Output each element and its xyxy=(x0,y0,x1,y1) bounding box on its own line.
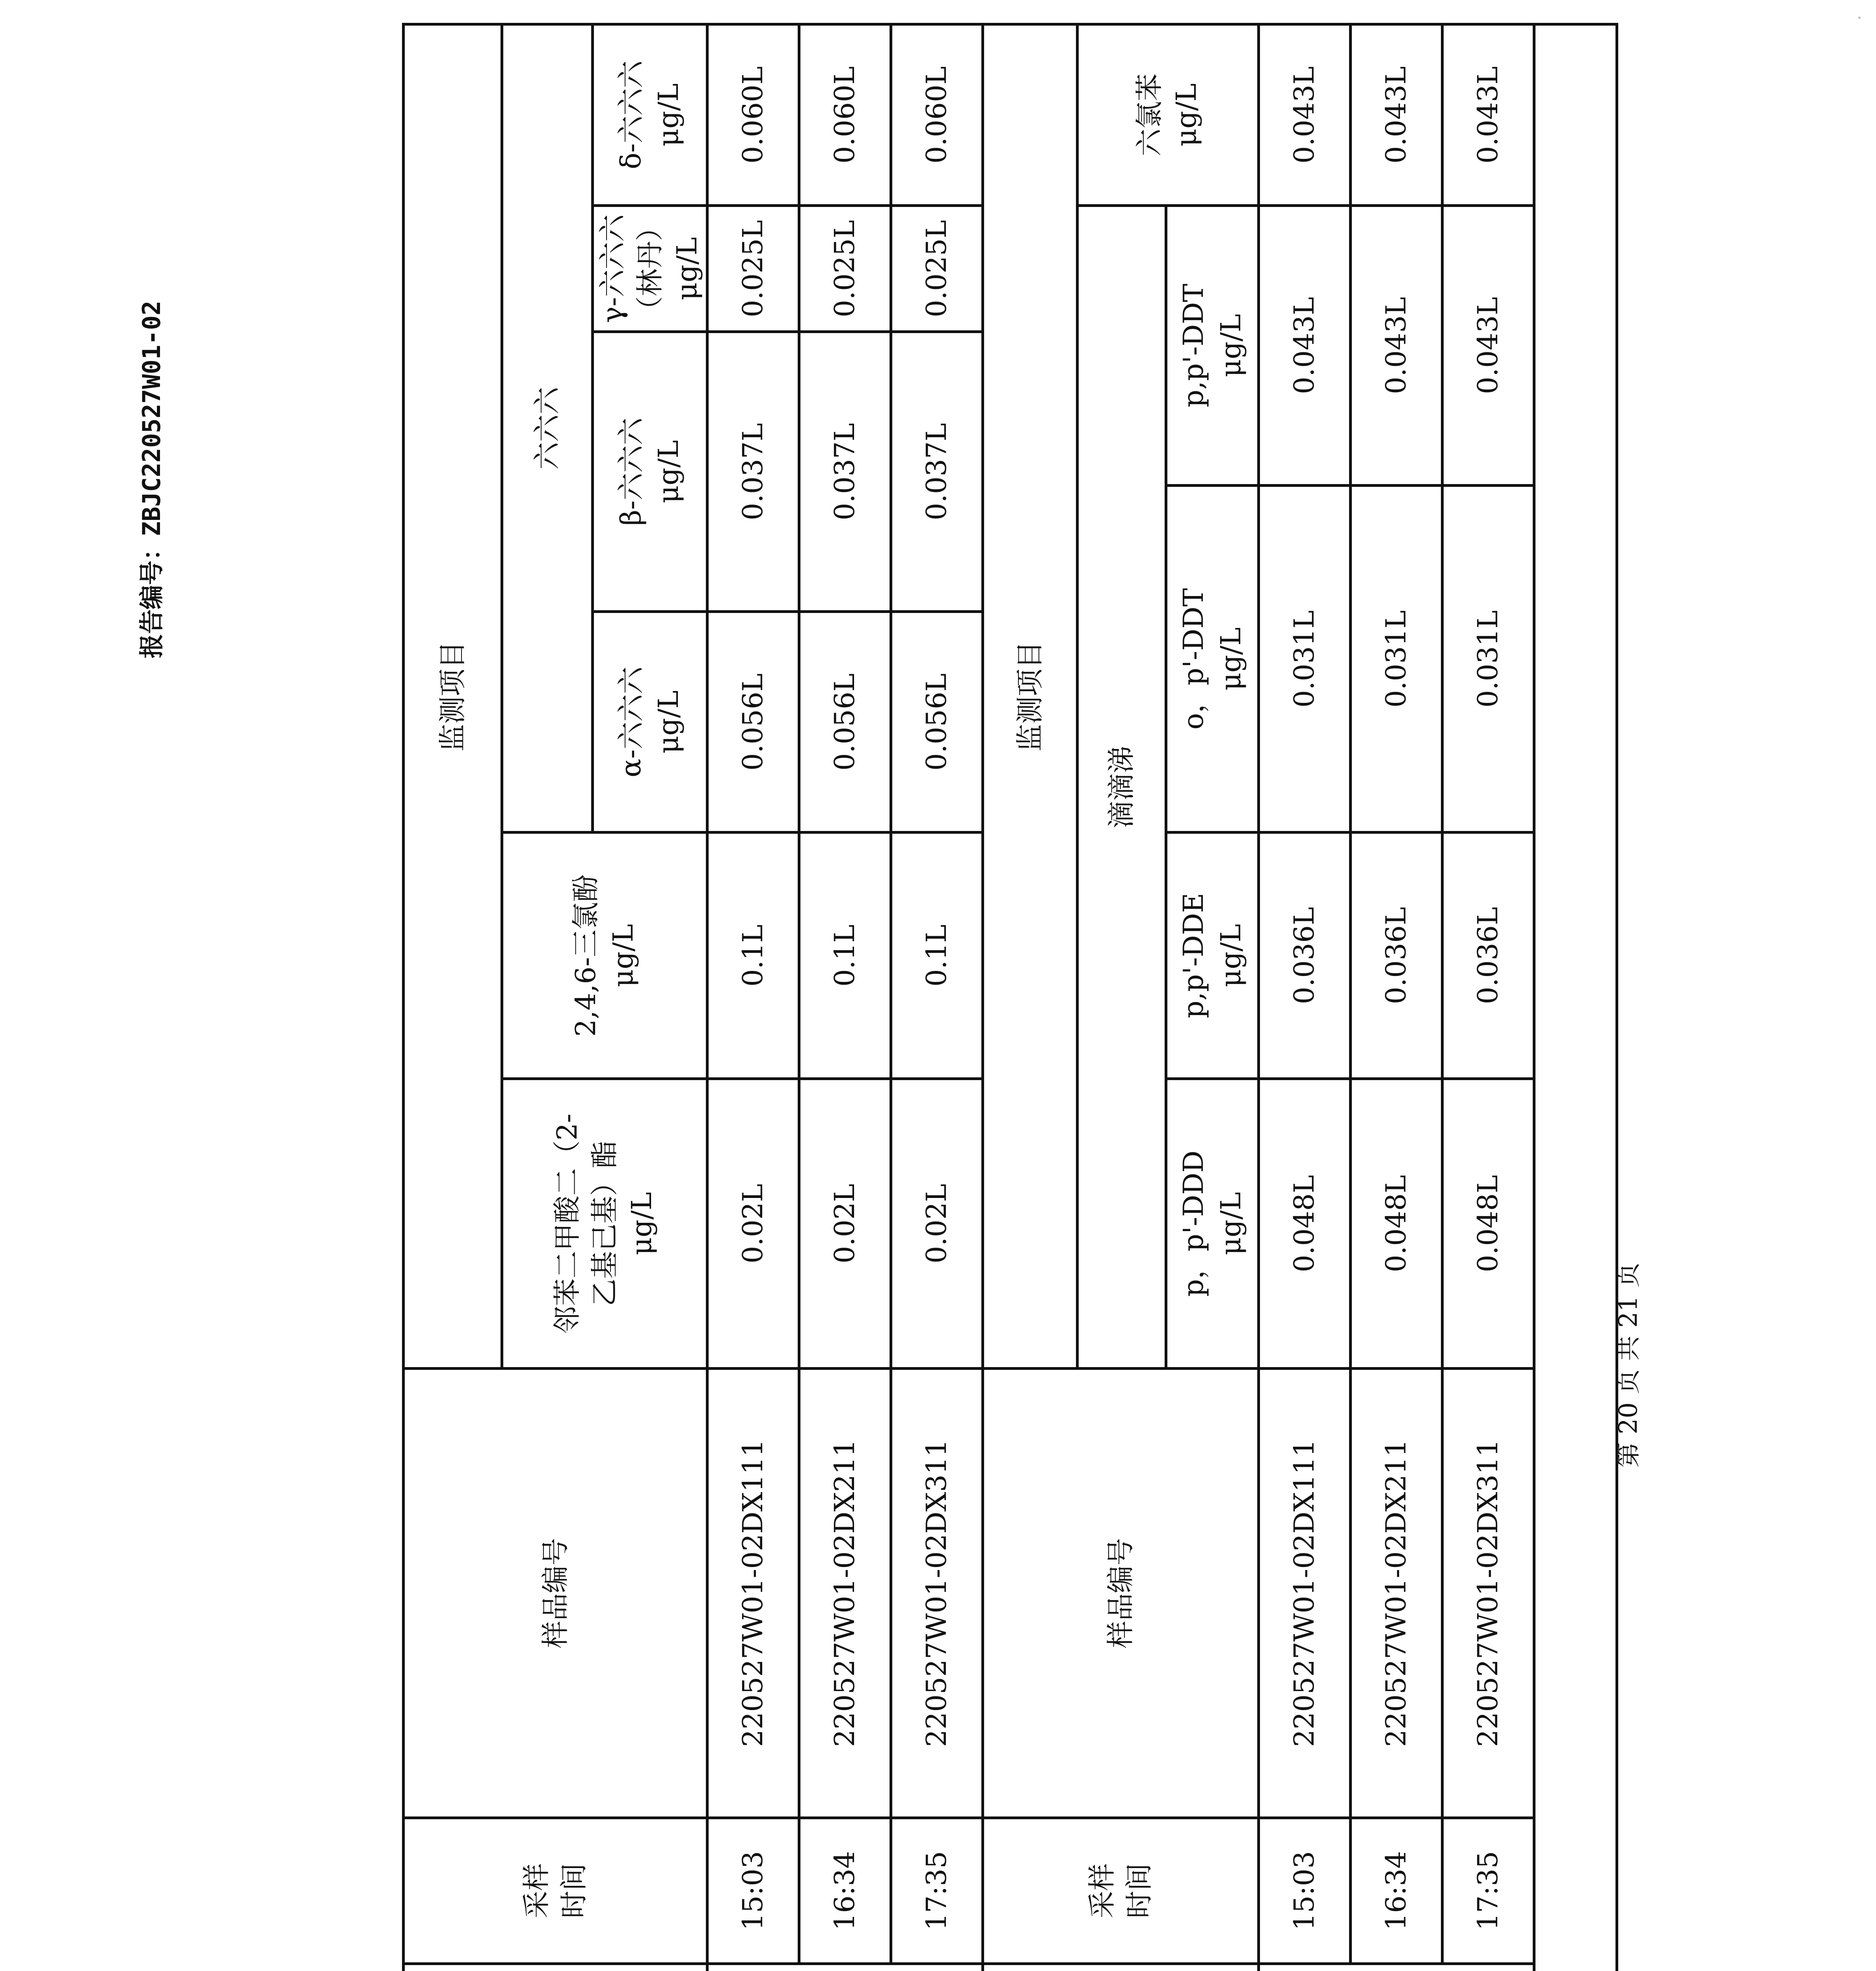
t1-r3-gamma: 0.025L xyxy=(891,206,983,332)
t2-r2-time: 16:34 xyxy=(1350,1818,1442,1964)
report-number-label: 报告编号： xyxy=(137,536,166,658)
t2-r3-hcb: 0.043L xyxy=(1442,24,1534,206)
t2-hcb-name: 六氯苯 xyxy=(1133,73,1165,156)
t2-r1-opddt: 0.031L xyxy=(1258,486,1350,833)
t1-r2-c2: 0.1L xyxy=(799,833,891,1079)
t2-r3-sample: 220527W01-02DX311 xyxy=(1442,1369,1534,1818)
t1-c1-l1: 邻苯二甲酸二（2- xyxy=(551,1113,583,1334)
t1-gamma-unit: μg/L xyxy=(671,237,703,300)
blank-note xyxy=(1534,24,1617,1971)
t2-ppdde-unit: μg/L xyxy=(1214,924,1247,987)
t2-opddt-name: o，p'-DDT xyxy=(1177,588,1210,730)
t1-date-header xyxy=(404,1964,707,1971)
t2-r2-hcb: 0.043L xyxy=(1350,24,1442,206)
t1-r3-beta: 0.037L xyxy=(891,332,983,612)
page-footer: 第 20 页 共 21 页 xyxy=(1614,1262,1643,1468)
t1-r2-gamma: 0.025L xyxy=(799,206,891,332)
t2-ppddd-header xyxy=(1166,1079,1258,1369)
t1-r2-time: 16:34 xyxy=(799,1818,891,1964)
t1-r2-alpha: 0.056L xyxy=(799,612,891,833)
t1-delta-unit: μg/L xyxy=(652,83,685,147)
t1-c1-unit: μg/L xyxy=(625,1192,658,1256)
t1-alpha-name: α-六六六 xyxy=(615,667,648,777)
t2-r2-opddt: 0.031L xyxy=(1350,486,1442,833)
t1-r3-c2: 0.1L xyxy=(891,833,983,1079)
t2-time-header-l2: 时间 xyxy=(1123,1863,1155,1919)
t2-ddt-group-header: 滴滴涕 xyxy=(1077,206,1166,1369)
t2-r2-ppddd: 0.048L xyxy=(1350,1079,1442,1369)
t2-ppddd-name: p，p'-DDD xyxy=(1177,1150,1210,1297)
t2-date-cell xyxy=(1258,1964,1534,1971)
t1-c1-l2: 乙基己基）酯 xyxy=(588,1141,621,1306)
t2-r2-ppdde: 0.036L xyxy=(1350,833,1442,1079)
t1-time-header-l1: 采样 xyxy=(520,1863,553,1919)
t1-gamma-header xyxy=(593,206,707,332)
t2-r1-ppddd: 0.048L xyxy=(1258,1079,1350,1369)
scan-speck xyxy=(1858,17,1861,19)
t1-time-header xyxy=(404,1818,707,1964)
t1-r3-c1: 0.02L xyxy=(891,1079,983,1369)
t1-monitor-header: 监测项目 xyxy=(404,24,502,1369)
t2-r2-sample: 220527W01-02DX211 xyxy=(1350,1369,1442,1818)
table-row xyxy=(1258,24,1350,1971)
t1-r1-c2: 0.1L xyxy=(707,833,799,1079)
t2-r3-time: 17:35 xyxy=(1442,1818,1534,1964)
t1-r1-gamma: 0.025L xyxy=(707,206,799,332)
t1-r1-c1: 0.02L xyxy=(707,1079,799,1369)
t2-date-header xyxy=(983,1964,1258,1971)
t1-r1-time: 15:03 xyxy=(707,1818,799,1964)
t2-r2-ppddt: 0.043L xyxy=(1350,206,1442,486)
table-row xyxy=(891,24,983,1971)
t2-r3-ppddd: 0.048L xyxy=(1442,1079,1534,1369)
t1-alpha-unit: μg/L xyxy=(652,690,685,754)
t2-r1-ppddt: 0.043L xyxy=(1258,206,1350,486)
t2-r3-ppddt: 0.043L xyxy=(1442,206,1534,486)
t2-hcb-header xyxy=(1077,24,1258,206)
t2-ppdde-header xyxy=(1166,833,1258,1079)
t1-beta-unit: μg/L xyxy=(652,440,685,503)
t1-beta-name: β-六六六 xyxy=(615,417,648,526)
t1-r3-sample: 220527W01-02DX311 xyxy=(891,1369,983,1818)
t2-hcb-unit: μg/L xyxy=(1170,83,1202,147)
t2-ppddd-unit: μg/L xyxy=(1214,1192,1247,1256)
t1-r1-delta: 0.060L xyxy=(707,24,799,206)
t1-alpha-header xyxy=(593,612,707,833)
t1-r2-delta: 0.060L xyxy=(799,24,891,206)
t2-ppddt-unit: μg/L xyxy=(1214,314,1247,377)
t2-ppddt-name: p,p'-DDT xyxy=(1177,283,1210,408)
report-number xyxy=(132,301,167,658)
t2-ppddt-header xyxy=(1166,206,1258,486)
t2-sample-header: 样品编号 xyxy=(983,1369,1258,1818)
t1-time-header-l2: 时间 xyxy=(557,1863,590,1919)
t2-opddt-header xyxy=(1166,486,1258,833)
t2-r3-opddt: 0.031L xyxy=(1442,486,1534,833)
report-number-value: ZBJC220527W01-02 xyxy=(137,300,166,536)
t1-r2-sample: 220527W01-02DX211 xyxy=(799,1369,891,1818)
t2-r1-hcb: 0.043L xyxy=(1258,24,1350,206)
t1-delta-header xyxy=(593,24,707,206)
t1-r1-sample: 220527W01-02DX111 xyxy=(707,1369,799,1818)
t1-c2-header xyxy=(502,833,707,1079)
t2-r1-ppdde: 0.036L xyxy=(1258,833,1350,1079)
t2-time-header-l1: 采样 xyxy=(1085,1863,1118,1919)
t2-monitor-header: 监测项目 xyxy=(983,24,1077,1369)
t1-r2-c1: 0.02L xyxy=(799,1079,891,1369)
t2-r1-sample: 220527W01-02DX111 xyxy=(1258,1369,1350,1818)
t2-ppdde-name: p,p'-DDE xyxy=(1177,892,1210,1019)
results-table xyxy=(402,23,1618,1971)
t1-sample-header: 样品编号 xyxy=(404,1369,707,1818)
t1-gamma-name: γ-六六六（林丹） xyxy=(596,213,666,324)
table-row xyxy=(707,24,799,1971)
table-row xyxy=(1350,24,1442,1971)
t1-r3-delta: 0.060L xyxy=(891,24,983,206)
t1-c1-header xyxy=(502,1079,707,1369)
t2-time-header xyxy=(983,1818,1258,1964)
table-row xyxy=(799,24,891,1971)
t1-beta-header xyxy=(593,332,707,612)
t1-delta-name: δ-六六六 xyxy=(615,60,648,170)
t1-c2-name: 2,4,6-三氯酚 xyxy=(570,874,602,1037)
t1-c2-unit: μg/L xyxy=(607,924,639,987)
t2-r3-ppdde: 0.036L xyxy=(1442,833,1534,1079)
t1-r1-alpha: 0.056L xyxy=(707,612,799,833)
t1-r2-beta: 0.037L xyxy=(799,332,891,612)
t1-r3-time: 17:35 xyxy=(891,1818,983,1964)
table-row xyxy=(1442,24,1534,1971)
t1-date-cell xyxy=(707,1964,983,1971)
t1-r3-alpha: 0.056L xyxy=(891,612,983,833)
t1-r1-beta: 0.037L xyxy=(707,332,799,612)
t2-opddt-unit: μg/L xyxy=(1214,627,1247,691)
t2-r1-time: 15:03 xyxy=(1258,1818,1350,1964)
t1-hch-group-header: 六六六 xyxy=(502,24,593,833)
